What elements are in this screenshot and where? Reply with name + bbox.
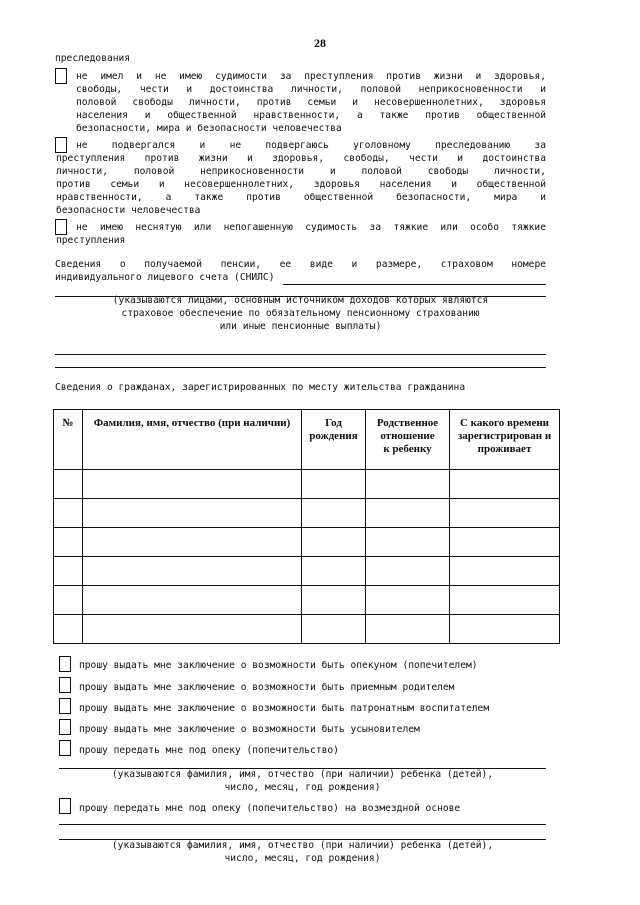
- table-cell[interactable]: [450, 470, 560, 499]
- paid-guardianship-label: прошу передать мне под опеку (попечительство) на возмездной основе: [79, 803, 461, 814]
- table-cell[interactable]: [366, 557, 450, 586]
- paid-guardianship-checkbox[interactable]: [59, 798, 71, 814]
- child-note: [59, 768, 546, 794]
- pension-section: [55, 258, 546, 284]
- pension-extra-field[interactable]: [55, 354, 546, 355]
- table-cell[interactable]: [366, 615, 450, 644]
- header-text: рождения: [309, 430, 358, 442]
- guardianship-transfer-label: прошу передать мне под опеку (попечительство): [79, 745, 339, 756]
- table-cell[interactable]: [54, 528, 83, 557]
- patronage-conclusion-checkbox[interactable]: [59, 698, 71, 714]
- header-text: №: [62, 417, 74, 429]
- table-cell[interactable]: [302, 499, 366, 528]
- registered-title: Сведения о гражданах, зарегистрированных по месту жительства гражданина: [55, 382, 466, 393]
- text-line: (указываются лицами, основным источником доходов которых являются: [112, 295, 489, 306]
- guardian-conclusion-label: прошу выдать мне заключение о возможности быть опекуном (попечителем): [79, 660, 478, 671]
- table-cell[interactable]: [83, 615, 302, 644]
- paid-child-info-field[interactable]: [59, 824, 546, 825]
- table-cell[interactable]: [83, 557, 302, 586]
- no-grave-conviction-checkbox[interactable]: [55, 219, 67, 235]
- table-row: [54, 499, 560, 528]
- table-cell[interactable]: [366, 586, 450, 615]
- table-row: [54, 615, 560, 644]
- table-cell[interactable]: [54, 499, 83, 528]
- foster-parent-conclusion-checkbox[interactable]: [59, 677, 71, 693]
- text-line: не подвергался и не подвергаюсь уголовному преследованию за: [76, 140, 546, 151]
- adoption-conclusion-checkbox[interactable]: [59, 719, 71, 735]
- col-birth-year-header: [302, 410, 366, 470]
- table-cell[interactable]: [54, 586, 83, 615]
- header-text: отношение: [380, 430, 435, 442]
- table-cell[interactable]: [366, 470, 450, 499]
- text-line: Сведения о получаемой пенсии, ее виде и размере, страховом номере: [55, 259, 546, 270]
- table-cell[interactable]: [450, 615, 560, 644]
- text-line: нравственности, а также против общественной безопасности, мира и: [56, 192, 546, 203]
- text-line: индивидуального лицевого счета (СНИЛС): [55, 272, 275, 283]
- text-line: страховое обеспечение по обязательному пенсионному страхованию: [121, 308, 480, 319]
- snils-field[interactable]: [283, 284, 546, 285]
- table-row: [54, 528, 560, 557]
- text-line: безопасности, мира и безопасности человечества: [76, 123, 342, 134]
- text-line: не имею неснятую или непогашенную судимость за тяжкие или особо тяжкие: [76, 222, 546, 233]
- table-cell[interactable]: [450, 586, 560, 615]
- text-line: не имел и не имею судимости за преступления против жизни и здоровья,: [76, 71, 546, 82]
- text-line: (указываются фамилия, имя, отчество (при наличии) ребенка (детей),: [111, 840, 494, 851]
- col-number-header: [54, 410, 83, 470]
- table-row: [54, 557, 560, 586]
- table-header-row: [54, 410, 560, 470]
- pension-note: [55, 294, 546, 333]
- col-relation-header: [366, 410, 450, 470]
- text-line: безопасности человечества: [56, 205, 201, 216]
- text-line: против семьи и несовершеннолетних, здоровья населения и общественной: [56, 179, 546, 190]
- table-cell[interactable]: [302, 615, 366, 644]
- table-row: [54, 470, 560, 499]
- no-conviction-text: [76, 70, 546, 135]
- text-line: населения и общественной нравственности, а также против общественной: [76, 110, 546, 121]
- pension-extra-field[interactable]: [55, 367, 546, 368]
- no-grave-conviction-text: [56, 221, 546, 247]
- table-cell[interactable]: [450, 499, 560, 528]
- table-cell[interactable]: [366, 528, 450, 557]
- registered-persons-table: [53, 409, 560, 644]
- no-conviction-checkbox[interactable]: [55, 68, 67, 84]
- table-cell[interactable]: [302, 557, 366, 586]
- table-cell[interactable]: [302, 586, 366, 615]
- col-registered-since-header: [450, 410, 560, 470]
- table-cell[interactable]: [54, 470, 83, 499]
- table-cell[interactable]: [54, 557, 83, 586]
- text-line: или иные пенсионные выплаты): [219, 321, 382, 332]
- table-cell[interactable]: [83, 470, 302, 499]
- table-cell[interactable]: [83, 499, 302, 528]
- header-text: зарегистрирован и: [457, 430, 552, 442]
- no-prosecution-checkbox[interactable]: [55, 137, 67, 153]
- paid-child-note: [59, 839, 546, 865]
- table-row: [54, 586, 560, 615]
- text-line: преступления против жизни и здоровья, свободы, чести и достоинства: [56, 153, 546, 164]
- table-cell[interactable]: [366, 499, 450, 528]
- text-line: число, месяц, год рождения): [224, 853, 381, 864]
- patronage-conclusion-label: прошу выдать мне заключение о возможности быть патронатным воспитателем: [79, 703, 490, 714]
- table-cell[interactable]: [302, 528, 366, 557]
- guardianship-transfer-checkbox[interactable]: [59, 740, 71, 756]
- no-prosecution-text: [56, 139, 546, 217]
- table-cell[interactable]: [83, 586, 302, 615]
- foster-parent-conclusion-label: прошу выдать мне заключение о возможности быть приемным родителем: [79, 682, 455, 693]
- col-name-header: [83, 410, 302, 470]
- header-text: проживает: [477, 443, 532, 455]
- header-text: Родственное: [376, 417, 439, 429]
- table-cell[interactable]: [450, 528, 560, 557]
- adoption-conclusion-label: прошу выдать мне заключение о возможности быть усыновителем: [79, 724, 420, 735]
- text-line: личности, половой неприкосновенности и половой свободы личности,: [56, 166, 546, 177]
- header-word: преследования: [55, 53, 131, 64]
- table-cell[interactable]: [54, 615, 83, 644]
- text-line: число, месяц, год рождения): [224, 782, 381, 793]
- header-text: С какого времени: [459, 417, 550, 429]
- table-cell[interactable]: [83, 528, 302, 557]
- table-cell[interactable]: [450, 557, 560, 586]
- header-text: Фамилия, имя, отчество (при наличии): [93, 417, 291, 429]
- text-line: свободы, чести и достоинства личности, половой неприкосновенности и: [76, 84, 546, 95]
- header-text: к ребенку: [383, 443, 432, 455]
- table-cell[interactable]: [302, 470, 366, 499]
- guardian-conclusion-checkbox[interactable]: [59, 656, 71, 672]
- text-line: преступления: [56, 235, 126, 246]
- text-line: (указываются фамилия, имя, отчество (при наличии) ребенка (детей),: [111, 769, 494, 780]
- text-line: половой свободы личности, против семьи и несовершеннолетних, здоровья: [76, 97, 546, 108]
- header-text: Год: [325, 417, 342, 429]
- page-number: 28: [314, 36, 326, 50]
